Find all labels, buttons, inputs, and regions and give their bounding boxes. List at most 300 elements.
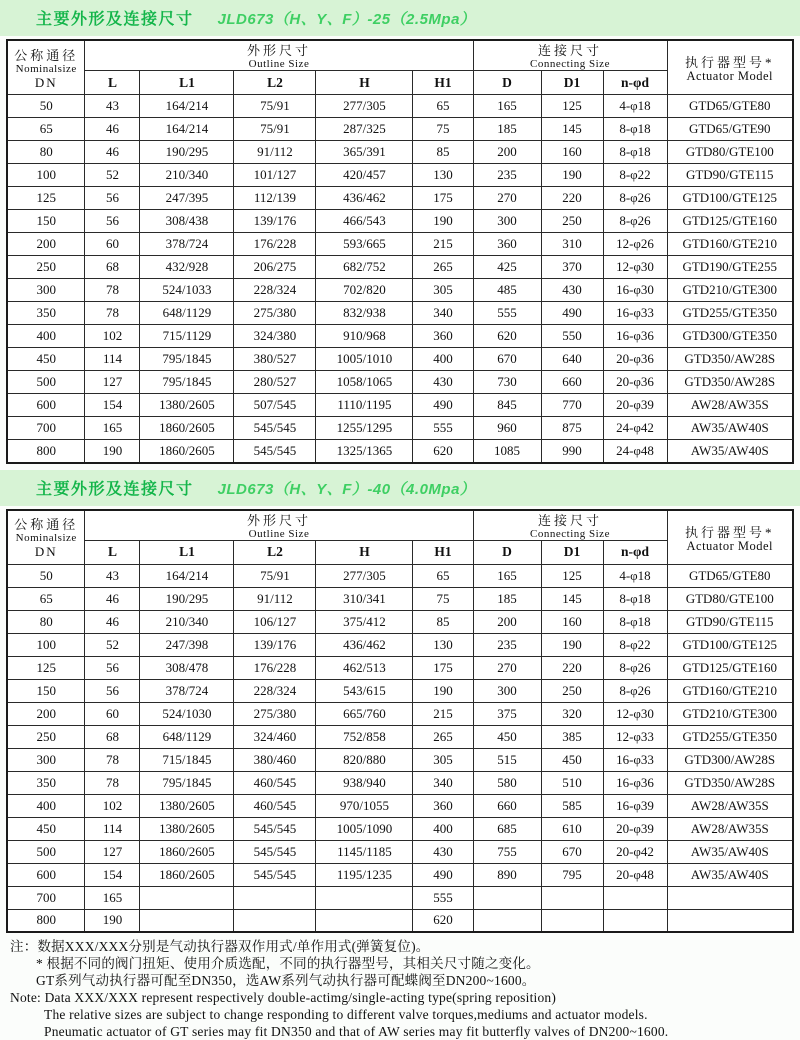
header-sub-H: H — [316, 540, 413, 564]
table-cell: 16-φ36 — [603, 771, 667, 794]
table-cell: 310/341 — [316, 587, 413, 610]
table-cell: 65 — [7, 587, 85, 610]
table-cell: 164/214 — [140, 118, 234, 141]
table-cell: 8-φ22 — [603, 633, 667, 656]
table-cell: 215 — [413, 702, 473, 725]
table-cell — [316, 886, 413, 909]
table-cell: 600 — [7, 863, 85, 886]
table-row — [7, 348, 793, 371]
table-row — [7, 440, 793, 463]
table-cell: 400 — [7, 794, 85, 817]
table-cell: 593/665 — [316, 233, 413, 256]
table-cell: 16-φ39 — [603, 794, 667, 817]
table-cell: 300 — [473, 679, 541, 702]
table-cell: 16-φ36 — [603, 325, 667, 348]
table-cell: 600 — [7, 394, 85, 417]
table-cell: 265 — [413, 256, 473, 279]
header-sub-L2: L2 — [234, 71, 316, 95]
table-cell: 46 — [85, 141, 140, 164]
table-row — [7, 840, 793, 863]
table-cell: 91/112 — [234, 587, 316, 610]
table-cell: GTD300/GTE350 — [667, 325, 793, 348]
table-cell: 1005/1090 — [316, 817, 413, 840]
header-sub-H1: H1 — [413, 540, 473, 564]
table-cell: AW35/AW40S — [667, 863, 793, 886]
table-cell: 670 — [473, 348, 541, 371]
table-cell: 24-φ48 — [603, 440, 667, 463]
table-cell: 466/543 — [316, 210, 413, 233]
table-cell: 310 — [541, 233, 603, 256]
table-cell: 56 — [85, 679, 140, 702]
table-cell: 127 — [85, 371, 140, 394]
table-cell: 20-φ42 — [603, 840, 667, 863]
table-cell: GTD125/GTE160 — [667, 656, 793, 679]
table-cell: 620 — [413, 909, 473, 932]
table-cell — [473, 886, 541, 909]
table-cell: 425 — [473, 256, 541, 279]
table-row — [7, 118, 793, 141]
table-row — [7, 371, 793, 394]
table-cell — [603, 886, 667, 909]
table-cell: 80 — [7, 610, 85, 633]
note-line: * 根据不同的阀门扭矩、使用介质选配，不同的执行器型号，其相关尺寸随之变化。 — [36, 956, 540, 971]
table-cell: GTD350/AW28S — [667, 371, 793, 394]
table-cell: 185 — [473, 118, 541, 141]
table-row — [7, 95, 793, 118]
header-sub-L2: L2 — [234, 540, 316, 564]
table-cell: AW35/AW40S — [667, 840, 793, 863]
table-cell: 8-φ18 — [603, 610, 667, 633]
table-cell: 430 — [541, 279, 603, 302]
table-cell: 160 — [541, 610, 603, 633]
table-cell: AW28/AW35S — [667, 817, 793, 840]
note-line: The relative sizes are subject to change responding to different valve torques,mediums and actuator models. — [44, 1007, 648, 1022]
header-sub-D1: D1 — [541, 540, 603, 564]
table-cell: GTD65/GTE90 — [667, 118, 793, 141]
table-cell: 228/324 — [234, 679, 316, 702]
table-cell: 380/527 — [234, 348, 316, 371]
table-row — [7, 210, 793, 233]
table-cell: 247/398 — [140, 633, 234, 656]
header-actuator-model: 执行器型号* Actuator Model — [667, 510, 793, 565]
table-cell: 12-φ30 — [603, 702, 667, 725]
table-cell: 1860/2605 — [140, 417, 234, 440]
table-cell: 300 — [473, 210, 541, 233]
header-sub-L: L — [85, 540, 140, 564]
table-cell — [316, 909, 413, 932]
table-cell: 85 — [413, 610, 473, 633]
table-cell: 500 — [7, 371, 85, 394]
table-cell: 145 — [541, 118, 603, 141]
table-row — [7, 233, 793, 256]
table-cell: 730 — [473, 371, 541, 394]
header-nominal-size: 公称通径 Nominalsize DN — [7, 510, 85, 565]
note-line: Note: Data XXX/XXX represent respectively double-actimg/single-acting type(spring reposition) — [10, 990, 557, 1005]
table-cell: 150 — [7, 210, 85, 233]
table-cell: 12-φ33 — [603, 725, 667, 748]
table-cell: 1005/1010 — [316, 348, 413, 371]
table-cell: 555 — [473, 302, 541, 325]
table-cell: 938/940 — [316, 771, 413, 794]
table-row — [7, 256, 793, 279]
table-cell: 545/545 — [234, 863, 316, 886]
table-cell: 50 — [7, 95, 85, 118]
table-cell: 1380/2605 — [140, 394, 234, 417]
table-cell: 370 — [541, 256, 603, 279]
table-cell: 436/462 — [316, 187, 413, 210]
table-row — [7, 725, 793, 748]
table-cell: 112/139 — [234, 187, 316, 210]
section-title-cn: 主要外形及连接尺寸 — [36, 480, 194, 498]
table-cell: 524/1033 — [140, 279, 234, 302]
table-cell: 1110/1195 — [316, 394, 413, 417]
table-cell: 130 — [413, 633, 473, 656]
table-row — [7, 702, 793, 725]
table-cell: 80 — [7, 141, 85, 164]
table-cell: 450 — [473, 725, 541, 748]
table-cell: 250 — [541, 210, 603, 233]
table-cell: 164/214 — [140, 95, 234, 118]
header-sub-D: D — [473, 540, 541, 564]
table-cell: 300 — [7, 279, 85, 302]
note-line: Pneumatic actuator of GT series may fit DN350 and that of AW series may fit butterfly valves of DN200~1600. — [44, 1024, 669, 1039]
table-cell: 960 — [473, 417, 541, 440]
table-cell: 640 — [541, 348, 603, 371]
table-cell: 450 — [7, 817, 85, 840]
table-cell: 845 — [473, 394, 541, 417]
table-cell: 365/391 — [316, 141, 413, 164]
table-cell: GTD90/GTE115 — [667, 610, 793, 633]
table-cell: 270 — [473, 656, 541, 679]
table-cell: 265 — [413, 725, 473, 748]
table-cell: 795/1845 — [140, 771, 234, 794]
table-cell: 340 — [413, 302, 473, 325]
table-cell: 215 — [413, 233, 473, 256]
table-cell: GTD255/GTE350 — [667, 725, 793, 748]
table-cell: 200 — [473, 141, 541, 164]
table-cell: 1058/1065 — [316, 371, 413, 394]
header-sub-L1: L1 — [140, 71, 234, 95]
table-cell: 1195/1235 — [316, 863, 413, 886]
table-cell: 114 — [85, 817, 140, 840]
table-cell: 8-φ18 — [603, 587, 667, 610]
table-cell: 550 — [541, 325, 603, 348]
table-cell: 102 — [85, 325, 140, 348]
table-row — [7, 794, 793, 817]
table-cell: AW28/AW35S — [667, 794, 793, 817]
table-cell: 52 — [85, 164, 140, 187]
table-cell: 287/325 — [316, 118, 413, 141]
table-cell — [541, 909, 603, 932]
table-cell: 235 — [473, 633, 541, 656]
table-cell: 75/91 — [234, 118, 316, 141]
table-cell: 510 — [541, 771, 603, 794]
table-cell: 795/1845 — [140, 371, 234, 394]
table-cell: 305 — [413, 279, 473, 302]
table-cell: 78 — [85, 748, 140, 771]
table-cell: 545/545 — [234, 817, 316, 840]
table-cell: 1860/2605 — [140, 440, 234, 463]
table-row — [7, 748, 793, 771]
table-cell: 308/438 — [140, 210, 234, 233]
table-cell: 360 — [413, 325, 473, 348]
table-cell: 1860/2605 — [140, 840, 234, 863]
table-cell: 190 — [413, 210, 473, 233]
table-row — [7, 587, 793, 610]
table-cell: 102 — [85, 794, 140, 817]
table-row — [7, 279, 793, 302]
table-cell: 75/91 — [234, 95, 316, 118]
table-cell: 648/1129 — [140, 302, 234, 325]
table-cell: 430 — [413, 840, 473, 863]
table-cell: 702/820 — [316, 279, 413, 302]
table-cell: 8-φ26 — [603, 656, 667, 679]
table-cell: 190 — [85, 440, 140, 463]
table-cell: 210/340 — [140, 164, 234, 187]
table-cell: 305 — [413, 748, 473, 771]
header-sub-D: D — [473, 71, 541, 95]
table-cell: 101/127 — [234, 164, 316, 187]
table-cell: 20-φ39 — [603, 817, 667, 840]
table-cell: 490 — [413, 394, 473, 417]
table-cell: 20-φ36 — [603, 371, 667, 394]
notes — [10, 938, 800, 1040]
table-cell: 555 — [413, 886, 473, 909]
table-cell: 43 — [85, 95, 140, 118]
table-cell: 555 — [413, 417, 473, 440]
table-cell: 507/545 — [234, 394, 316, 417]
table-cell: GTD65/GTE80 — [667, 564, 793, 587]
table-cell: 1380/2605 — [140, 794, 234, 817]
table-cell: 585 — [541, 794, 603, 817]
section-title-cn: 主要外形及连接尺寸 — [36, 11, 194, 28]
table-cell: 800 — [7, 909, 85, 932]
table-cell: 1255/1295 — [316, 417, 413, 440]
table-cell: GTD160/GTE210 — [667, 679, 793, 702]
table-cell — [140, 909, 234, 932]
table-cell: 125 — [7, 187, 85, 210]
table-cell: GTD210/GTE300 — [667, 279, 793, 302]
table-cell: 820/880 — [316, 748, 413, 771]
table-cell — [140, 886, 234, 909]
table-cell — [667, 886, 793, 909]
table-cell: 524/1030 — [140, 702, 234, 725]
table-row — [7, 771, 793, 794]
table-cell: 125 — [541, 564, 603, 587]
table-cell: 220 — [541, 656, 603, 679]
table-cell: 60 — [85, 233, 140, 256]
table-cell: 100 — [7, 164, 85, 187]
table-row — [7, 886, 793, 909]
table-cell: 190 — [413, 679, 473, 702]
table-cell: 154 — [85, 394, 140, 417]
table-cell: 990 — [541, 440, 603, 463]
table-cell: GTD255/GTE350 — [667, 302, 793, 325]
table-cell: 275/380 — [234, 702, 316, 725]
table-cell: 795 — [541, 863, 603, 886]
table-cell: 700 — [7, 417, 85, 440]
table-cell: 75 — [413, 587, 473, 610]
table-row — [7, 679, 793, 702]
table-row — [7, 417, 793, 440]
table-cell: 165 — [85, 886, 140, 909]
table-cell: 752/858 — [316, 725, 413, 748]
spec-table-25 — [6, 39, 794, 464]
table-cell: 20-φ36 — [603, 348, 667, 371]
header-actuator-model: 执行器型号* Actuator Model — [667, 40, 793, 95]
table-cell: 450 — [541, 748, 603, 771]
spec-table-40 — [6, 509, 794, 934]
table-cell: GTD300/AW28S — [667, 748, 793, 771]
table-cell: 190 — [541, 164, 603, 187]
table-cell: 400 — [413, 817, 473, 840]
table-cell: 300 — [7, 748, 85, 771]
table-cell: 378/724 — [140, 679, 234, 702]
table-row — [7, 141, 793, 164]
table-cell: 1860/2605 — [140, 863, 234, 886]
table-cell: GTD350/AW28S — [667, 348, 793, 371]
table-cell: 700 — [7, 886, 85, 909]
table-cell: 185 — [473, 587, 541, 610]
table-cell: 430 — [413, 371, 473, 394]
table-cell: 8-φ26 — [603, 187, 667, 210]
header-sub-n-phi-d: n-φd — [603, 540, 667, 564]
table-cell: 85 — [413, 141, 473, 164]
table-cell: 56 — [85, 210, 140, 233]
table-cell: 620 — [413, 440, 473, 463]
table-cell: 665/760 — [316, 702, 413, 725]
table-cell: AW35/AW40S — [667, 440, 793, 463]
table-cell: 200 — [473, 610, 541, 633]
header-sub-H1: H1 — [413, 71, 473, 95]
table-cell: 139/176 — [234, 633, 316, 656]
table-cell: 8-φ18 — [603, 118, 667, 141]
table-cell: GTD65/GTE80 — [667, 95, 793, 118]
table-cell: 127 — [85, 840, 140, 863]
table-row — [7, 164, 793, 187]
section-title-model: JLD673（H、Y、F）-25（2.5Mpa） — [217, 11, 476, 28]
table-cell: 78 — [85, 302, 140, 325]
table-cell: 340 — [413, 771, 473, 794]
table-cell: 20-φ48 — [603, 863, 667, 886]
table-cell: 65 — [413, 564, 473, 587]
table-cell: GTD90/GTE115 — [667, 164, 793, 187]
table-cell: GTD160/GTE210 — [667, 233, 793, 256]
section-title-40 — [0, 470, 800, 506]
table-cell: 324/460 — [234, 725, 316, 748]
table-cell: 648/1129 — [140, 725, 234, 748]
table-cell: 715/1129 — [140, 325, 234, 348]
table-cell: 462/513 — [316, 656, 413, 679]
table-cell: GTD100/GTE125 — [667, 187, 793, 210]
table-cell: 176/228 — [234, 233, 316, 256]
table-cell: 114 — [85, 348, 140, 371]
table-cell: GTD125/GTE160 — [667, 210, 793, 233]
table-cell: 660 — [541, 371, 603, 394]
table-cell: 460/545 — [234, 771, 316, 794]
table-cell: 247/395 — [140, 187, 234, 210]
table-cell: 8-φ22 — [603, 164, 667, 187]
table-cell: 490 — [413, 863, 473, 886]
table-cell — [541, 886, 603, 909]
table-cell — [667, 909, 793, 932]
table-cell: 228/324 — [234, 279, 316, 302]
table-cell: 436/462 — [316, 633, 413, 656]
table-cell: 970/1055 — [316, 794, 413, 817]
table-cell: 400 — [413, 348, 473, 371]
table-cell: 176/228 — [234, 656, 316, 679]
table-cell: 210/340 — [140, 610, 234, 633]
table-cell: 4-φ18 — [603, 564, 667, 587]
table-cell: 620 — [473, 325, 541, 348]
table-cell: 500 — [7, 840, 85, 863]
table-cell: 24-φ42 — [603, 417, 667, 440]
table-cell: 43 — [85, 564, 140, 587]
table-cell: 190 — [85, 909, 140, 932]
table-cell: 795/1845 — [140, 348, 234, 371]
table-cell: 200 — [7, 233, 85, 256]
table-row — [7, 817, 793, 840]
table-cell: 200 — [7, 702, 85, 725]
table-row — [7, 325, 793, 348]
table-cell: 250 — [7, 256, 85, 279]
table-cell: 165 — [85, 417, 140, 440]
table-cell: 460/545 — [234, 794, 316, 817]
table-cell: 485 — [473, 279, 541, 302]
table-cell: 20-φ39 — [603, 394, 667, 417]
table-cell: 56 — [85, 187, 140, 210]
table-cell: 60 — [85, 702, 140, 725]
table-cell: 324/380 — [234, 325, 316, 348]
table-cell: GTD80/GTE100 — [667, 141, 793, 164]
table-cell: 378/724 — [140, 233, 234, 256]
table-row — [7, 909, 793, 932]
table-cell: 490 — [541, 302, 603, 325]
table-cell: 220 — [541, 187, 603, 210]
table-cell: 190/295 — [140, 141, 234, 164]
table-cell: 139/176 — [234, 210, 316, 233]
table-cell: AW28/AW35S — [667, 394, 793, 417]
table-cell: 545/545 — [234, 840, 316, 863]
table-cell: 68 — [85, 256, 140, 279]
table-row — [7, 633, 793, 656]
table-cell: 910/968 — [316, 325, 413, 348]
table-cell: 350 — [7, 771, 85, 794]
header-outline-size: 外形尺寸 Outline Size — [85, 40, 473, 71]
table-cell: 545/545 — [234, 440, 316, 463]
table-cell — [234, 886, 316, 909]
table-cell: 400 — [7, 325, 85, 348]
table-cell: 277/305 — [316, 564, 413, 587]
header-sub-D1: D1 — [541, 71, 603, 95]
table-cell: GTD190/GTE255 — [667, 256, 793, 279]
section-title-model: JLD673（H、Y、F）-40（4.0Mpa） — [217, 480, 476, 498]
table-cell: 432/928 — [140, 256, 234, 279]
table-cell: 420/457 — [316, 164, 413, 187]
table-cell: 450 — [7, 348, 85, 371]
table-cell: 65 — [7, 118, 85, 141]
table-row — [7, 187, 793, 210]
table-cell: 91/112 — [234, 141, 316, 164]
table-row — [7, 610, 793, 633]
table-cell: 250 — [7, 725, 85, 748]
table-cell: 755 — [473, 840, 541, 863]
table-cell: 875 — [541, 417, 603, 440]
table-cell: 8-φ26 — [603, 679, 667, 702]
table-cell: 375 — [473, 702, 541, 725]
table-cell — [603, 909, 667, 932]
table-cell: GTD350/AW28S — [667, 771, 793, 794]
